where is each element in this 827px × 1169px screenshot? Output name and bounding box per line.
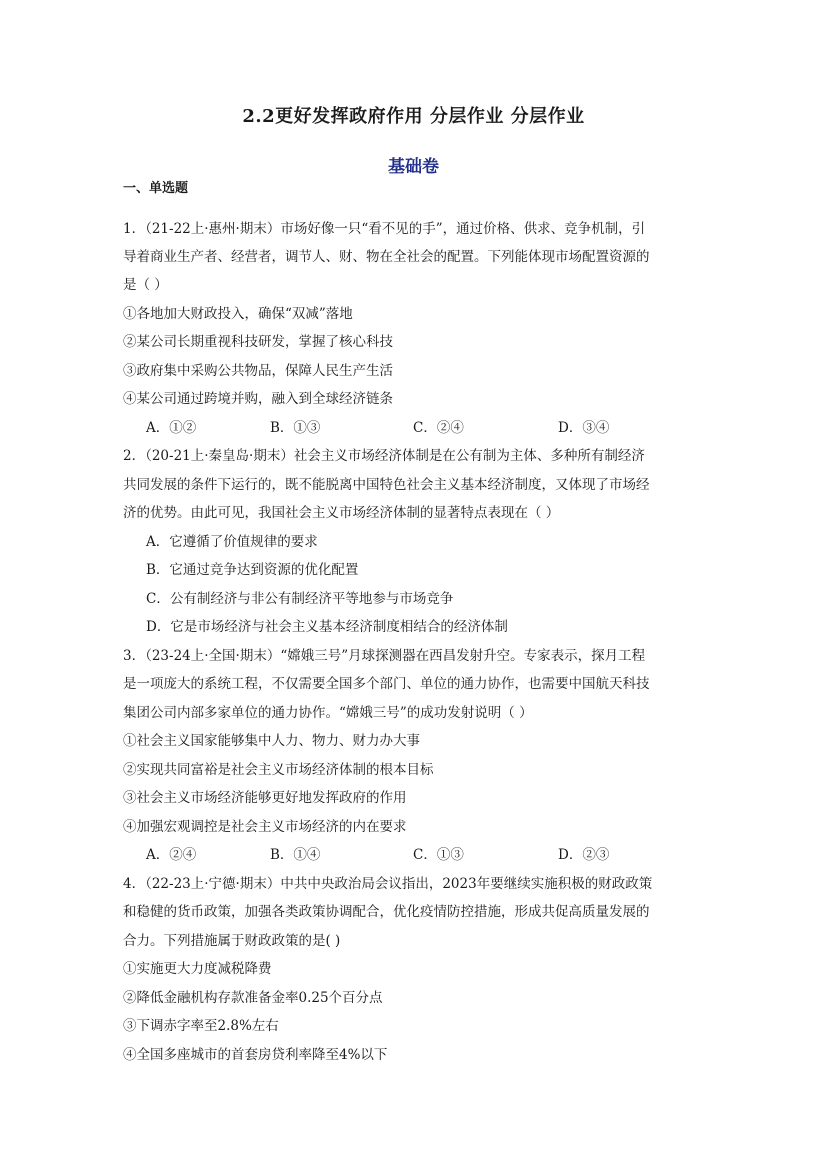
statement-item: ④全国多座城市的首套房贷利率降至4%以下 (123, 1047, 388, 1063)
option-c[interactable]: C．②④ (413, 420, 464, 436)
choice-c[interactable]: C．公有制经济与非公有制经济平等地参与市场竞争 (146, 591, 454, 607)
statement-item: ③政府集中采购公共物品，保障人民生产生活 (123, 363, 393, 379)
question-text-line: 济的优势。由此可见，我国社会主义市场经济体制的显著特点表现在（ ） (123, 505, 560, 521)
question-text-line: 3．（23-24上·全国·期末）“嫦娥三号”月球探测器在西昌发射升空。专家表示，探月工程 (123, 648, 646, 664)
question-text-line: 导着商业生产者、经营者，调节人、财、物在全社会的配置。下列能体现市场配置资源的 (123, 249, 650, 265)
answer-options (146, 418, 706, 438)
statement-item: ②实现共同富裕是社会主义市场经济体制的根本目标 (123, 762, 434, 778)
question-text-line: 1．（21-22上·惠州·期末）市场好像一只“看不见的手”，通过价格、供求、竞争机制，引 (123, 221, 646, 237)
statement-item: ①各地加大财政投入，确保“双减”落地 (123, 306, 353, 322)
page-subtitle: 基础卷 (388, 157, 439, 177)
question-text-line: 和稳健的货币政策，加强各类政策协调配合，优化疫情防控措施，形成共促高质量发展的 (123, 904, 650, 920)
choice-a[interactable]: A．它遵循了价值规律的要求 (146, 534, 318, 550)
option-d[interactable]: D．③④ (558, 420, 610, 436)
question-text-line: 2．（20-21上·秦皇岛·期末）社会主义市场经济体制是在公有制为主体、多种所有制经济 (123, 448, 645, 464)
option-c[interactable]: C．①③ (413, 847, 464, 863)
choice-d[interactable]: D．它是市场经济与社会主义基本经济制度相结合的经济体制 (146, 619, 508, 635)
statement-item: ①社会主义国家能够集中人力、物力、财力办大事 (123, 733, 420, 749)
option-a[interactable]: A．①② (146, 420, 197, 436)
statement-item: ③下调赤字率至2.8%左右 (123, 1018, 279, 1034)
statement-item: ③社会主义市场经济能够更好地发挥政府的作用 (123, 790, 407, 806)
statement-item: ②某公司长期重视科技研发，掌握了核心科技 (123, 334, 393, 350)
question-text-line: 4．（22-23上·宁德·期末）中共中央政治局会议指出，2023年要继续实施积极的财政政策 (123, 876, 653, 892)
question-text-line: 共同发展的条件下运行的，既不能脱离中国特色社会主义基本经济制度，又体现了市场经 (123, 477, 650, 493)
question-text-line: 是一项庞大的系统工程，不仅需要全国多个部门、单位的通力协作，也需要中国航天科技 (123, 676, 650, 692)
section-heading: 一、单选题 (123, 181, 189, 196)
page-title: 2.2更好发挥政府作用 分层作业 分层作业 (242, 106, 585, 127)
question-text-line: 集团公司内部多家单位的通力协作。“嫦娥三号”的成功发射说明（ ） (123, 705, 533, 721)
option-b[interactable]: B．①③ (270, 420, 321, 436)
answer-options (146, 845, 706, 865)
statement-item: ④某公司通过跨境并购，融入到全球经济链条 (123, 391, 393, 407)
question-text-line: 合力。下列措施属于财政政策的是( ) (123, 933, 341, 949)
option-b[interactable]: B．①④ (270, 847, 321, 863)
statement-item: ④加强宏观调控是社会主义市场经济的内在要求 (123, 819, 407, 835)
question-text-line: 是（ ） (123, 277, 168, 293)
statement-item: ①实施更大力度减税降费 (123, 961, 272, 977)
option-d[interactable]: D．②③ (558, 847, 610, 863)
choice-b[interactable]: B．它通过竞争达到资源的优化配置 (146, 562, 359, 578)
statement-item: ②降低金融机构存款准备金率0.25个百分点 (123, 990, 383, 1006)
option-a[interactable]: A．②④ (146, 847, 197, 863)
